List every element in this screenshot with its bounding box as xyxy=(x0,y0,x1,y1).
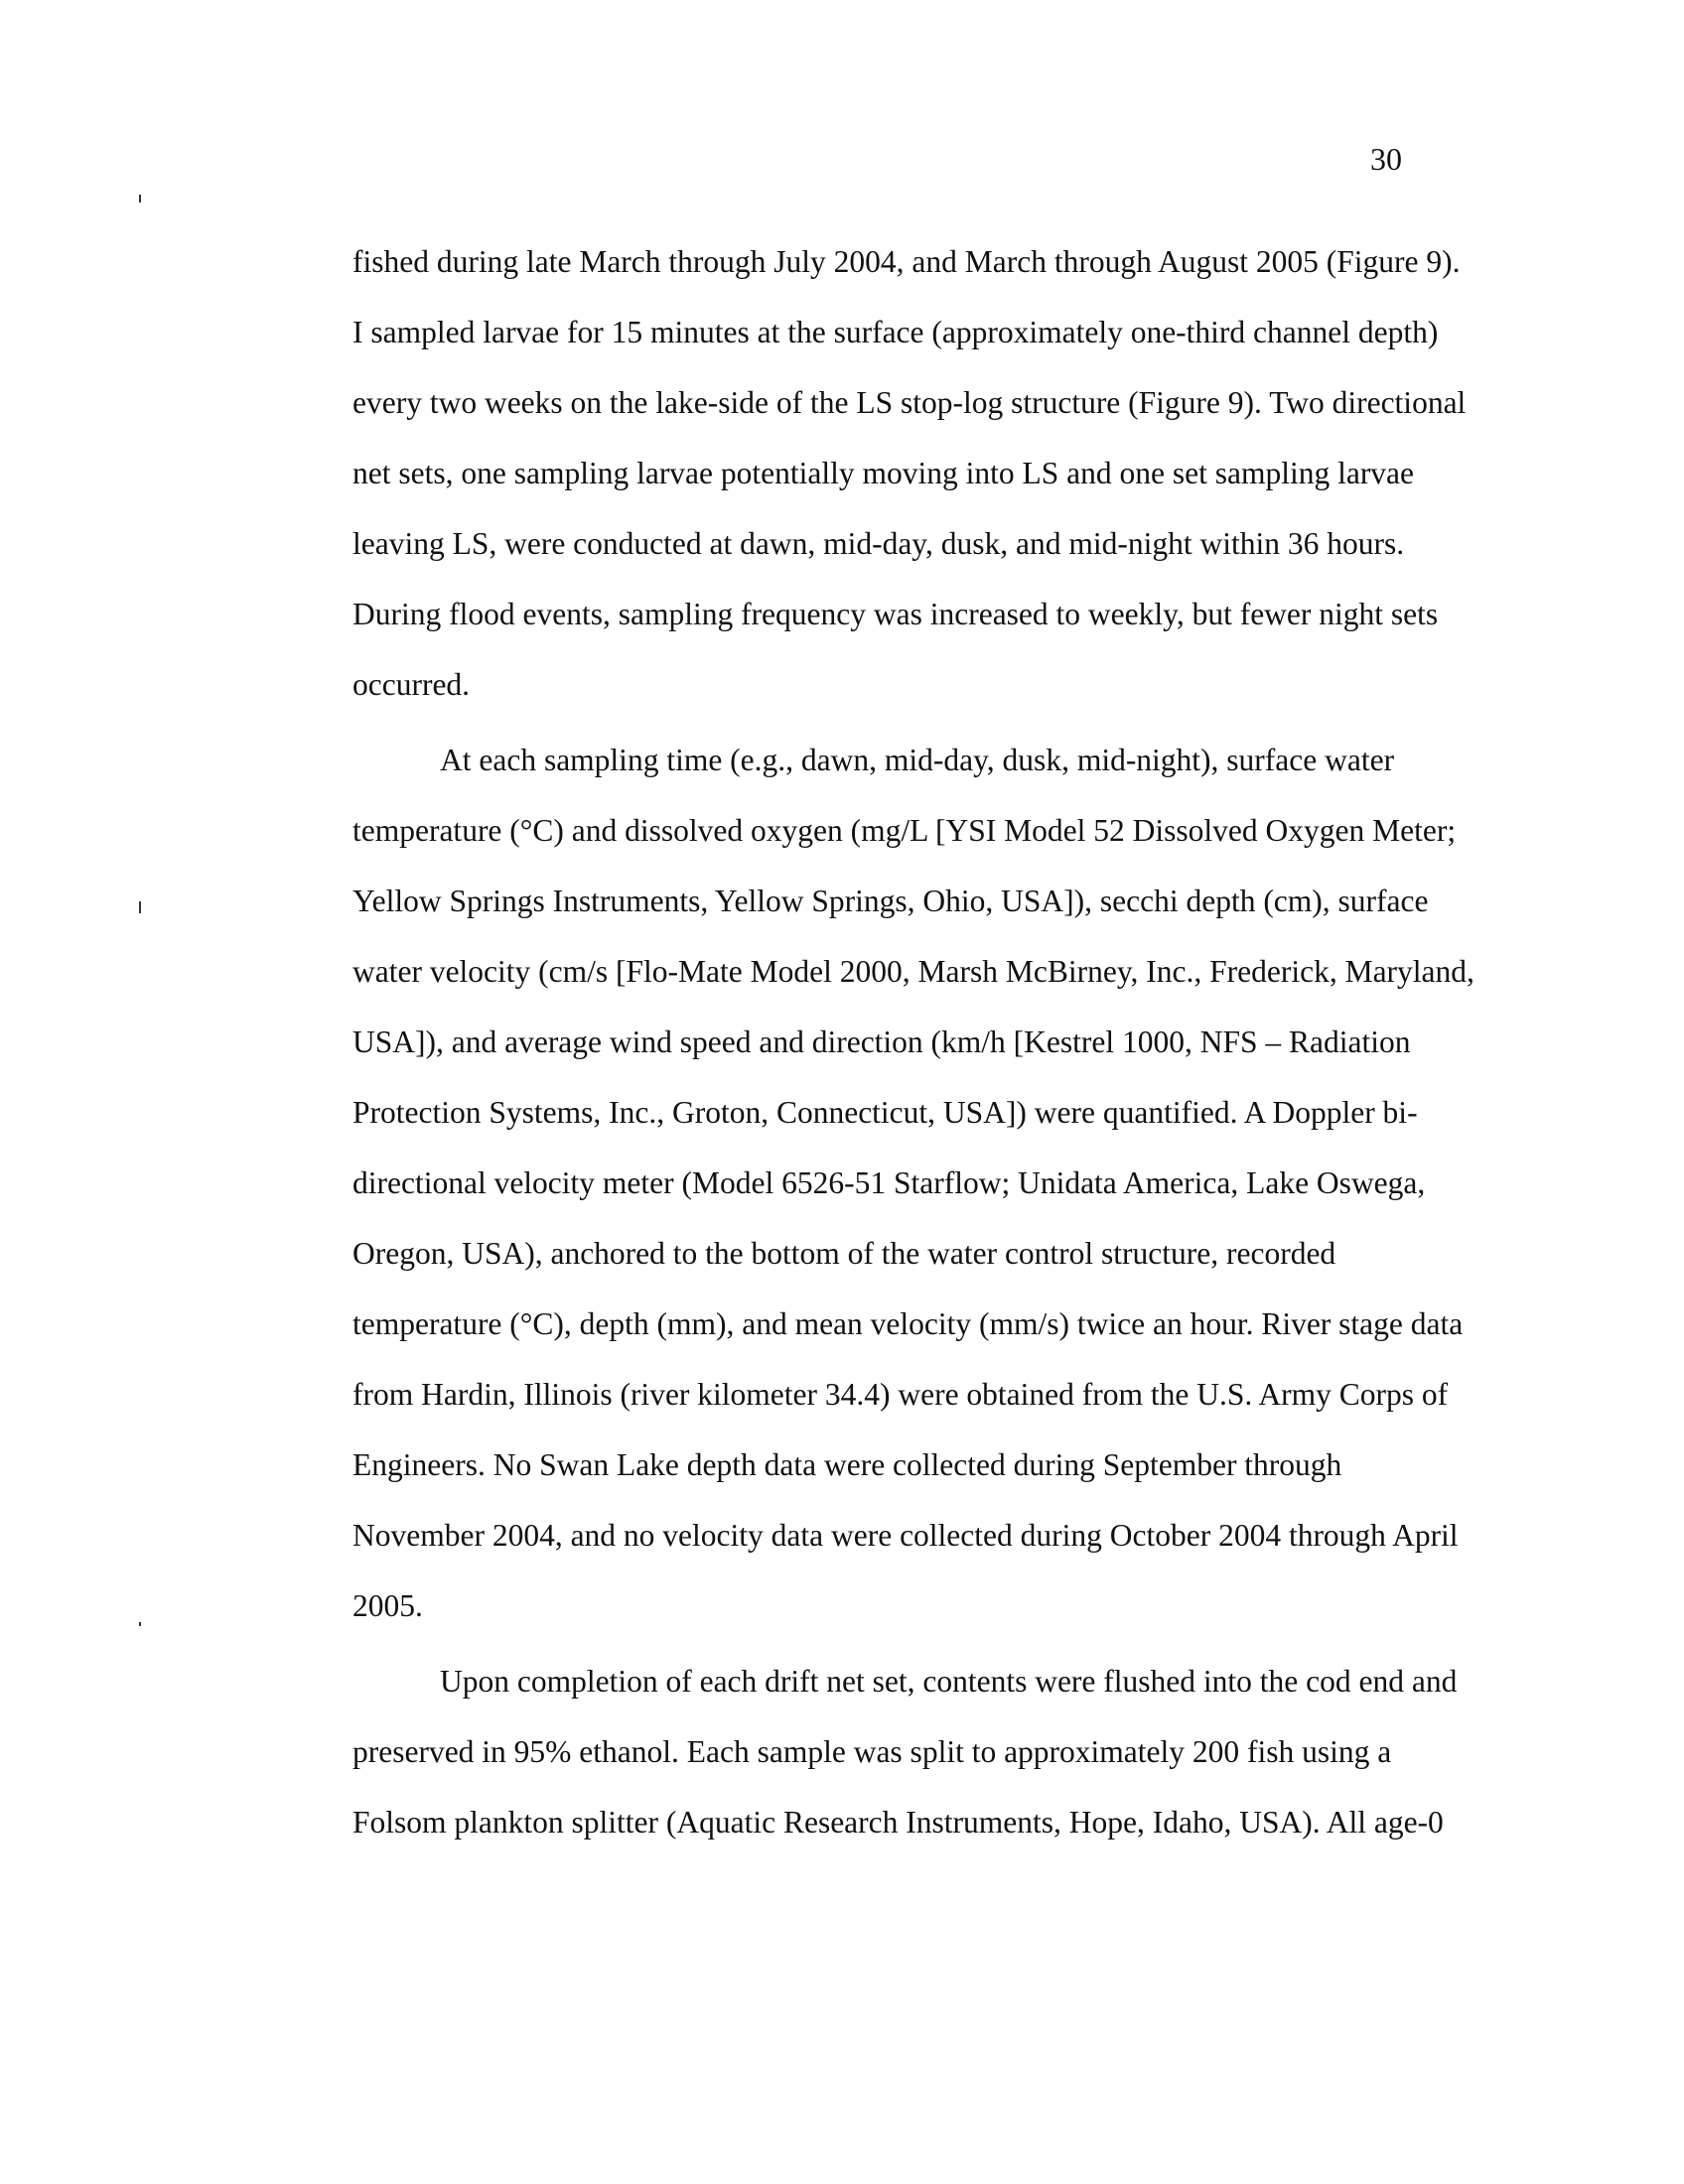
text-line: Folsom plankton splitter (Aquatic Research Instruments, Hope, Idaho, USA). All age-0 xyxy=(352,1805,1444,1840)
scan-margin-mark xyxy=(139,195,141,203)
text-line: fished during late March through July 2004, and March through August 2005 (Figure 9). xyxy=(352,244,1461,279)
text-line: directional velocity meter (Model 6526-51 Starflow; Unidata America, Lake Oswega, xyxy=(352,1165,1426,1200)
text-line: 2005. xyxy=(352,1588,423,1623)
text-line: temperature (°C), depth (mm), and mean velocity (mm/s) twice an hour. River stage data xyxy=(352,1306,1464,1341)
text-line: preserved in 95% ethanol. Each sample was split to approximately 200 fish using a xyxy=(352,1734,1392,1769)
text-line: USA]), and average wind speed and direction (km/h [Kestrel 1000, NFS – Radiation xyxy=(352,1024,1411,1059)
text-line: At each sampling time (e.g., dawn, mid-day, dusk, mid-night), surface water xyxy=(440,743,1395,777)
text-line: every two weeks on the lake-side of the LS stop-log structure (Figure 9). Two directional xyxy=(352,385,1467,420)
text-line: net sets, one sampling larvae potentially moving into LS and one set sampling larvae xyxy=(352,456,1415,490)
page-number: 30 xyxy=(1370,141,1402,177)
text-line: occurred. xyxy=(352,667,471,702)
text-line: During flood events, sampling frequency was increased to weekly, but fewer night sets xyxy=(352,597,1439,631)
text-line: November 2004, and no velocity data were collected during October 2004 through April xyxy=(352,1518,1459,1553)
text-line: Yellow Springs Instruments, Yellow Springs, Ohio, USA]), secchi depth (cm), surface xyxy=(352,884,1429,918)
scan-margin-mark xyxy=(139,1622,141,1626)
text-line: Upon completion of each drift net set, contents were flushed into the cod end and xyxy=(440,1664,1458,1699)
text-line: from Hardin, Illinois (river kilometer 34.4) were obtained from the U.S. Army Corps of xyxy=(352,1377,1449,1412)
text-line: leaving LS, were conducted at dawn, mid-day, dusk, and mid-night within 36 hours. xyxy=(352,526,1405,561)
text-line: Protection Systems, Inc., Groton, Connecticut, USA]) were quantified. A Doppler bi- xyxy=(352,1095,1418,1130)
text-line: temperature (°C) and dissolved oxygen (mg/L [YSI Model 52 Dissolved Oxygen Meter; xyxy=(352,813,1457,848)
scan-margin-mark xyxy=(139,901,141,913)
text-line: Oregon, USA), anchored to the bottom of the water control structure, recorded xyxy=(352,1236,1336,1271)
text-line: Engineers. No Swan Lake depth data were collected during September through xyxy=(352,1447,1342,1482)
text-line: water velocity (cm/s [Flo-Mate Model 2000, Marsh McBirney, Inc., Frederick, Maryland, xyxy=(352,954,1474,989)
text-line: I sampled larvae for 15 minutes at the surface (approximately one-third channel depth) xyxy=(352,315,1439,349)
